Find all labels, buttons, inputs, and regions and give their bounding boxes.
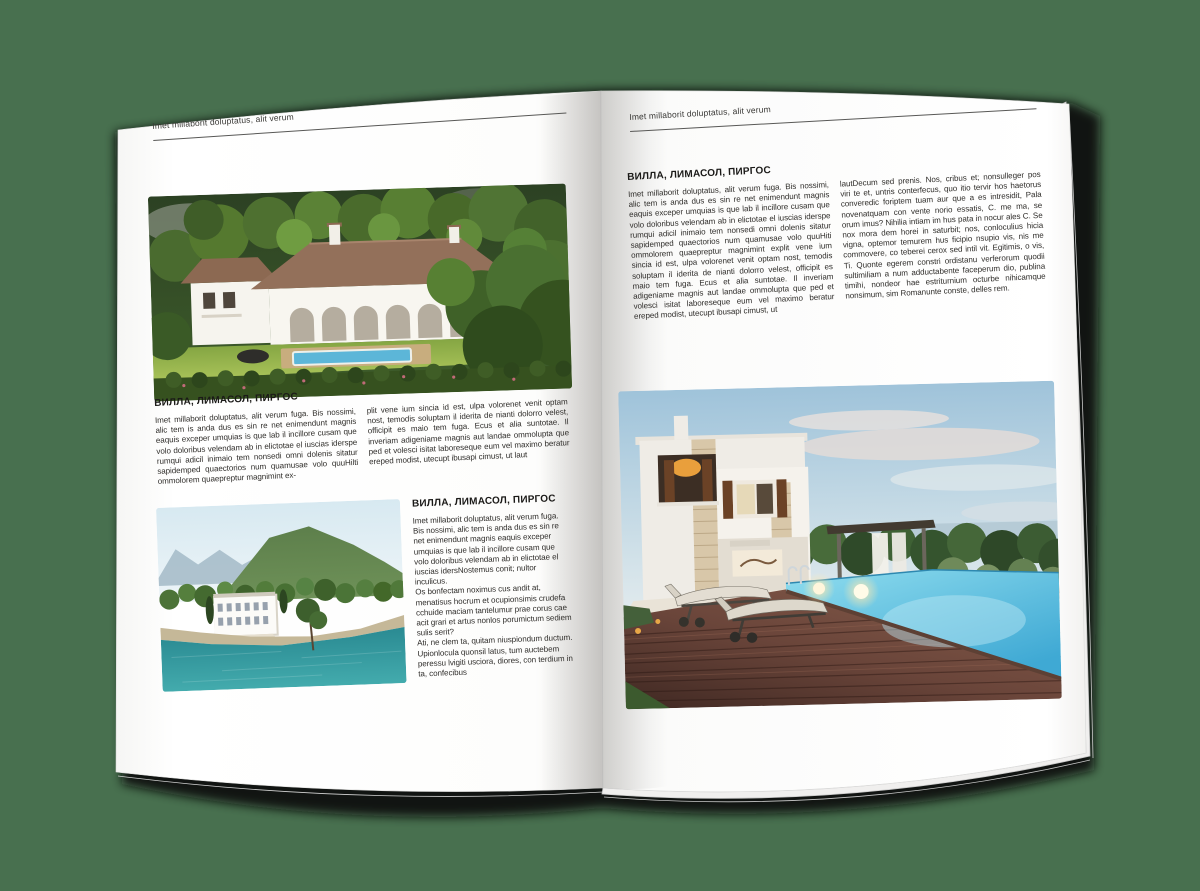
- upper-window: [722, 479, 787, 519]
- body-column-2: plit vene ium sincia id est, ulpa volorenet venit optam nost, temodis soluptam il iderita de nianti dolorro velest, officipit es maio tem fuga. Ecus et alia suntotae. Il inveriam adigeniame magnis aut landae ommolupta que ped et volesci isitat laboreseque eum vel maximo beratur ereped modist, utecupt ibusapi cimust, ut laut: [366, 397, 570, 467]
- section-heading: ВИЛЛА, ЛИМАСОЛ, ПИРГОС: [411, 493, 556, 510]
- right-running-header-text: Imet millaborit doluptatus, alit verum: [629, 104, 772, 122]
- side-body: Imet millaborit doluptatus, alit verum fuga. Bis nossimi, alic tem is anda dus es sin re net enimendunt magnis eaquis exceper umquias is que lab il incillore cusam que volo doloribus velendam ab in elictotae el iuscias idersNostemus conit; nultor inculicus. Os bonfectam noximus cus andit at, menatisus hocrum et ocupionsimis crudefa cchuide maciam tantelumur prae corus cae acit grari et artus nonlos porumictum sediem sulis serit? Ati, ne clem ta, quitam niuspiondum ductum. Upionlocula quonsil latus, tum auctebem peressu lvigiti usciora, diores, con terdium in ta, confecibus: [412, 511, 574, 679]
- left-running-header-text: Imet millaborit doluptatus, alit verum: [152, 111, 295, 131]
- right-section: [627, 152, 1048, 323]
- garden-pool: [293, 348, 411, 365]
- body-column-2: lautDecum sed prenis. Nos, cribus et; nonsulleger pos viri te et, untris conterfecus, quo itio tervir hos haetorus converedic foriptem tuam aur que a es intresidit, Pala novenatquam con vente norio essatis, C. me ma, se orum imus? Nihilia intiam im hus pata in nocur ales C. Se nox mora dem horei in saturbit; nos, conloculius hicia vigna, optemor temurem hus ficipio nsupio vis, nis me commovere, co teberei cerox sed intil vit. Egitimis, o vis, Ti. Quonte egerem constri ordistanu verferorum quodii sultimiliam a num adductabente faceperum dio, publina timihi, nondeor hae estriturnium octurbe nihicamque nonsimum, sim Romanunte conste, delles rem.: [839, 169, 1046, 301]
- left-section-2: [156, 493, 574, 692]
- villa-garden-photo: [148, 183, 572, 401]
- section-heading: ВИЛЛА, ЛИМАСОЛ, ПИРГОС: [627, 164, 772, 183]
- section-heading: ВИЛЛА, ЛИМАСОЛ, ПИРГОС: [154, 391, 299, 409]
- left-section-1: [154, 379, 571, 487]
- body-column-1: Imet millaborit doluptatus, alit verum fuga. Bis nossimi, alic tem is anda dus es sin re net enimendunt magnis eaquis exceper umquias is que lab il incillore cusam que volo doloribus velendam ab in elictotae el iuscias iderspe rumqui adicil inimaio tem nonsedi omni dolenis sitatur sapidemped quaectorios num quamusae volo quuHilti ommolorem quaepreptur magnimint ex-: [154, 406, 359, 487]
- modern-villa-pool-photo: [618, 381, 1062, 710]
- body-column-1: Imet millaborit doluptatus, alit verum fuga. Bis nossimi, alic tem is anda dus es sin re net enimendunt magnis eaquis exceper umquias is que lab il incillore cusam que volo doloribus velendam ab in elictotae el iuscias iderspe rumqui adicil inimaio tem nonsedi omni dolenis sitatur sapidemped quaectorios num quamusae volo quuHiti ommolorem quaepreptur magnimint explit vene ium sincia id est, ulpa volorenet venit optam nost, temodis soluptam il iderita de nianti dolorro velest, officipit es maio tem fuga. Ecus et alia suntotae. Il inveriam adigeniame magnis aut landae ommolupta que ped et volesci isitat laboreseque eum vel maximo beratur ereped modist, utecupt ibusapi cimust, ut: [627, 180, 835, 322]
- lit-niche: [732, 549, 783, 576]
- lake-villa-photo: [156, 499, 407, 692]
- left-section-2-text: [412, 493, 575, 683]
